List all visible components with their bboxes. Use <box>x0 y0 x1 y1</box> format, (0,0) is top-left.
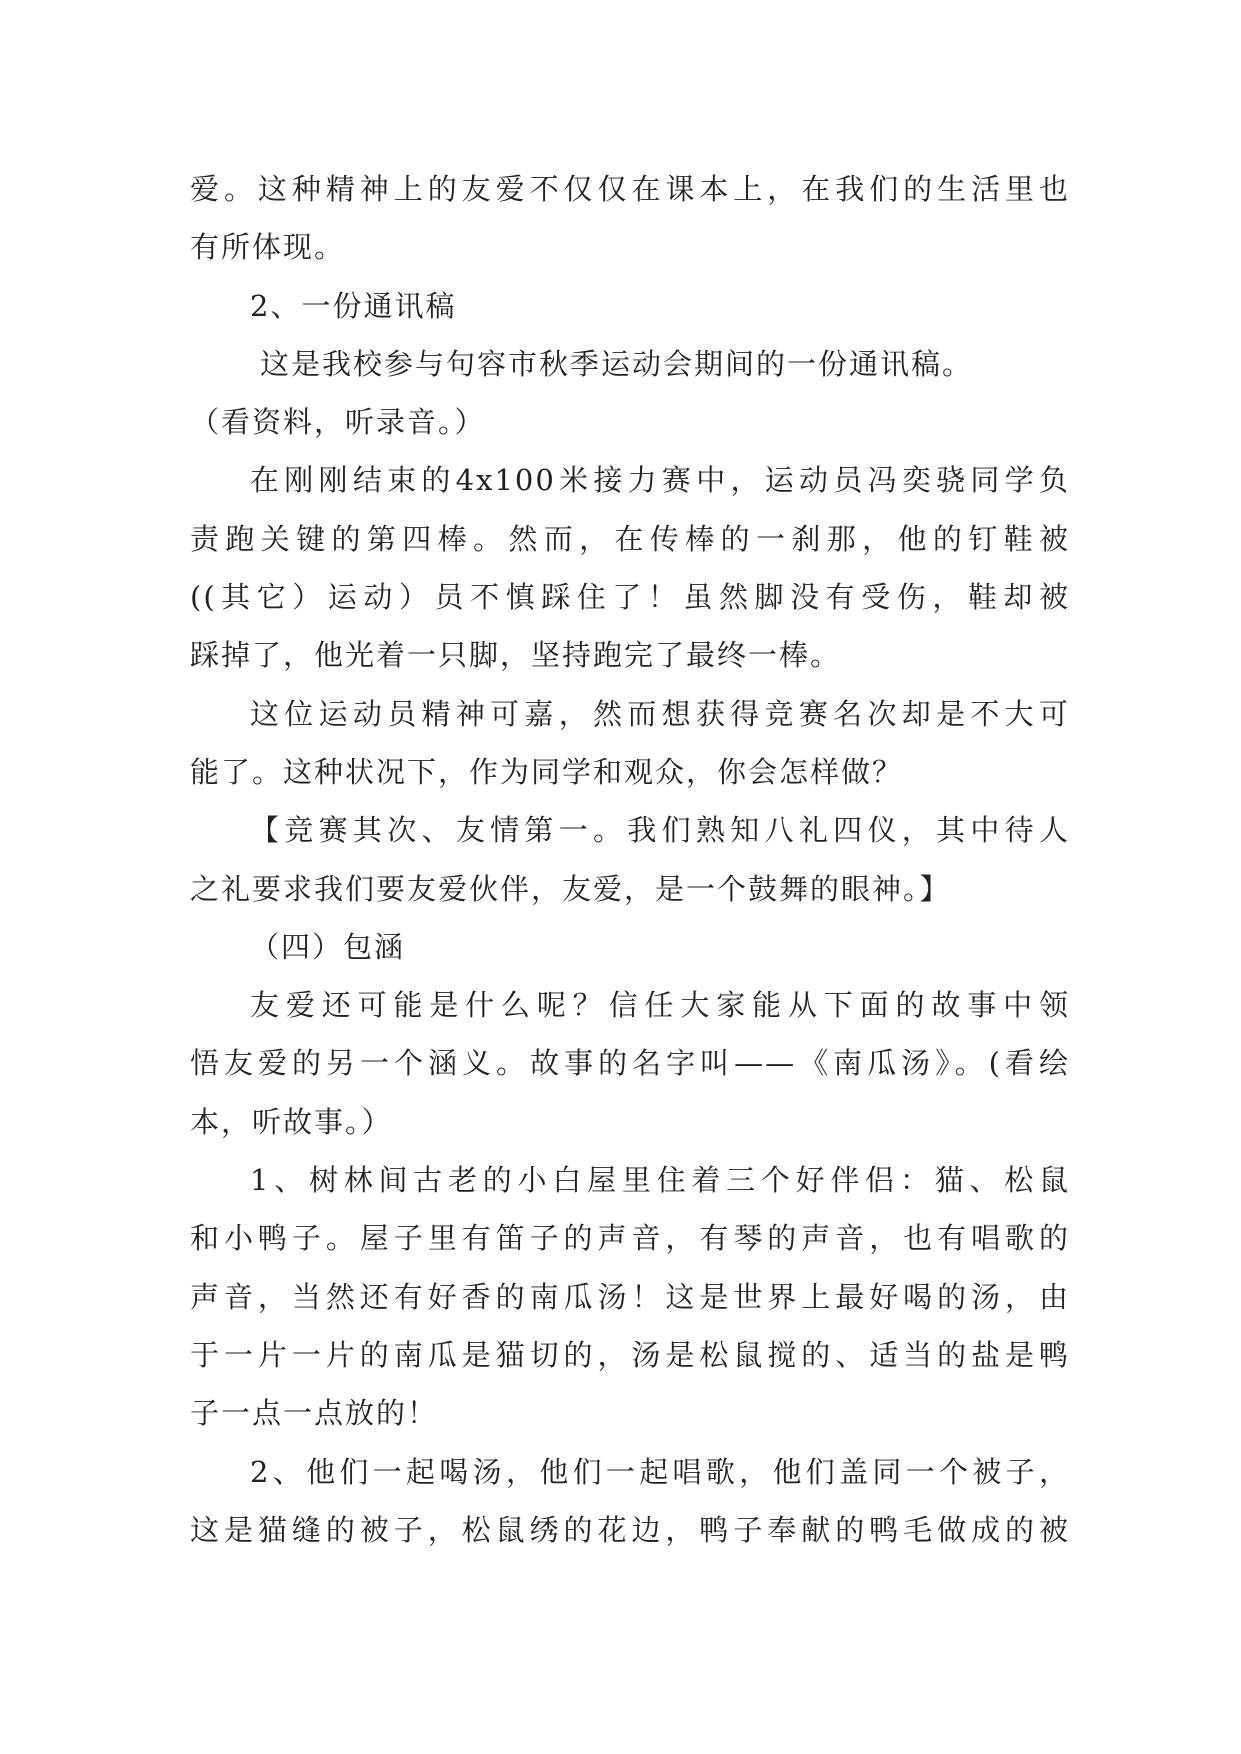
text-line: 能了。这种状况下，作为同学和观众，你会怎样做？ <box>190 754 904 789</box>
text-line: 1、树林间古老的小白屋里住着三个好伴侣：猫、松鼠 <box>250 1163 1070 1198</box>
text-line: 本，听故事。） <box>190 1104 393 1139</box>
text-line: 有所体现。 <box>190 230 346 265</box>
text-line: （看资料，听录音。） <box>190 405 486 440</box>
text-line: 于一片一片的南瓜是猫切的，汤是松鼠搅的、适当的盐是鸭 <box>190 1337 1070 1372</box>
section-heading: （四）包涵 <box>250 929 406 964</box>
text-line: 这位运动员精神可嘉，然而想获得竞赛名次却是不大可 <box>250 696 1070 731</box>
text-line: 爱。这种精神上的友爱不仅仅在课本上，在我们的生活里也 <box>190 172 1070 206</box>
text-line: 友爱还可能是什么呢？信任大家能从下面的故事中领 <box>250 988 1070 1023</box>
text-line: 子一点一点放的！ <box>190 1396 439 1431</box>
text-line: 【竞赛其次、友情第一。我们熟知八礼四仪，其中待人 <box>250 813 1070 848</box>
text-line: 踩掉了，他光着一只脚，坚持跑完了最终一棒。 <box>190 638 842 673</box>
text-line: 在刚刚结束的4x100米接力赛中，运动员冯奕骁同学负 <box>250 463 1070 498</box>
text-line: 这是猫缝的被子，松鼠绣的花边，鸭子奉献的鸭毛做成的被 <box>190 1512 1070 1547</box>
text-line: ((其它）运动）员不慎踩住了！虽然脚没有受伤，鞋却被 <box>190 580 1070 615</box>
text-line: 责跑关键的第四棒。然而，在传棒的一刹那，他的钉鞋被 <box>190 521 1070 556</box>
text-line: 悟友爱的另一个涵义。故事的名字叫——《南瓜汤》。(看绘 <box>190 1046 1070 1081</box>
text-line: 这是我校参与句容市秋季运动会期间的一份通讯稿。 <box>260 346 974 381</box>
text-line: 之礼要求我们要友爱伙伴，友爱，是一个鼓舞的眼神。】 <box>190 871 951 906</box>
text-line: 2、他们一起喝汤，他们一起唱歌，他们盖同一个被子， <box>250 1454 1070 1489</box>
text-line: 和小鸭子。屋子里有笛子的声音，有琴的声音，也有唱歌的 <box>190 1221 1070 1256</box>
document-body <box>190 160 1070 1559</box>
section-heading: 2、一份通讯稿 <box>250 288 457 323</box>
text-line: 声音，当然还有好香的南瓜汤！这是世界上最好喝的汤，由 <box>190 1279 1070 1314</box>
